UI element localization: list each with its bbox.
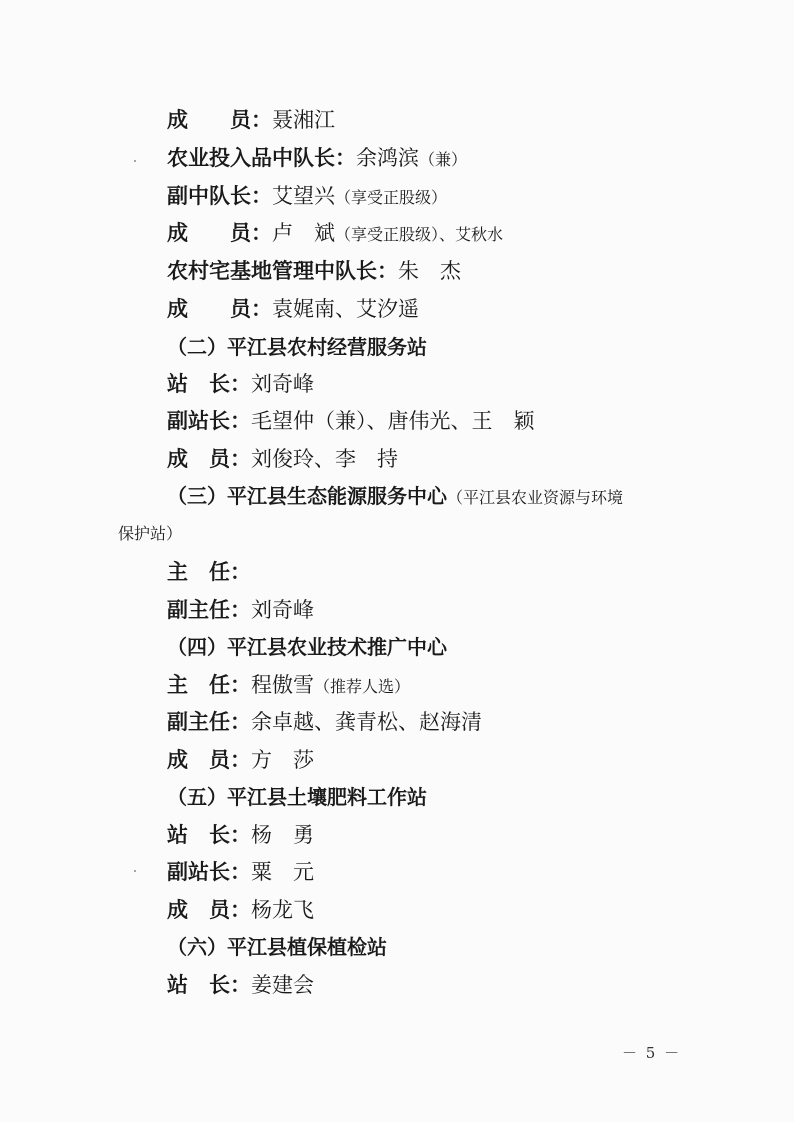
member-names: 刘俊玲、李 持: [251, 447, 398, 471]
roster-line: [167, 105, 335, 135]
roster-line: [167, 143, 467, 175]
member-names: 程傲雪: [251, 673, 314, 697]
roster-line: [167, 557, 251, 587]
role-label: 副站长：: [167, 409, 251, 433]
roster-line: [167, 369, 314, 399]
role-label: 成 员：: [167, 447, 251, 471]
member-names: 姜建会: [251, 973, 314, 997]
roster-line: [167, 294, 419, 324]
role-label: 副站长：: [167, 860, 251, 884]
page-number: － 5 －: [622, 1044, 682, 1062]
role-label: 副主任：: [167, 598, 251, 622]
member-names: 杨 勇: [251, 823, 314, 847]
role-label: 成 员：: [167, 108, 272, 132]
role-label: 成 员：: [167, 898, 251, 922]
role-label: 副中队长：: [167, 184, 272, 208]
roster-line: [167, 595, 314, 625]
member-names: 杨龙飞: [251, 898, 314, 922]
role-label: 主 任：: [167, 560, 251, 584]
member-names: 刘奇峰: [251, 598, 314, 622]
section-heading: （六）平江县植保植检站: [167, 935, 387, 959]
member-note: （享受正股级）: [335, 188, 448, 207]
roster-line: [167, 444, 398, 474]
role-label: 站 长：: [167, 372, 251, 396]
section-heading: （二）平江县农村经营服务站: [167, 335, 427, 359]
member-names: 聂湘江: [272, 108, 335, 132]
member-names: 朱 杰: [398, 259, 461, 283]
roster-line: [167, 707, 482, 737]
role-label: 农村宅基地管理中队长：: [167, 259, 398, 283]
role-label: 农业投入品中队长：: [167, 146, 356, 170]
role-label: 成 员：: [167, 221, 272, 245]
role-label: 主 任：: [167, 673, 251, 697]
member-names: 余鸿滨: [356, 146, 419, 170]
section-heading-continuation: 保护站）: [118, 524, 183, 543]
member-note: （兼）、唐伟光、王 颖: [314, 409, 535, 433]
roster-line: [167, 218, 503, 250]
member-names: 袁娓南、艾汐遥: [272, 297, 419, 321]
role-label: 成 员：: [167, 748, 251, 772]
scan-speck: [134, 160, 136, 162]
member-names: 艾望兴: [272, 184, 335, 208]
section-heading: （四）平江县农业技术推广中心: [167, 635, 447, 659]
roster-line: [167, 857, 314, 887]
roster-line: [167, 820, 314, 850]
roster-line: [167, 406, 535, 436]
roster-line: [167, 670, 410, 702]
roster-line: [167, 745, 314, 775]
roster-line: [167, 256, 461, 286]
roster-line: [167, 181, 447, 213]
member-names: 方 莎: [251, 748, 314, 772]
roster-line: [167, 895, 314, 925]
member-note: （推荐人选）: [314, 677, 411, 696]
member-names: 刘奇峰: [251, 372, 314, 396]
section-heading-title: （三）平江县生态能源服务中心: [167, 484, 447, 508]
role-label: 站 长：: [167, 823, 251, 847]
section-heading-note: （平江县农业资源与环境: [447, 488, 624, 507]
member-names: 毛望仲: [251, 409, 314, 433]
member-names: 卢 斌: [272, 221, 335, 245]
role-label: 成 员：: [167, 297, 272, 321]
scan-speck: [134, 870, 136, 872]
section-heading: [167, 481, 623, 513]
member-names: 余卓越、龚青松、赵海清: [251, 710, 482, 734]
role-label: 站 长：: [167, 973, 251, 997]
member-names: 粟 元: [251, 860, 314, 884]
roster-line: [167, 970, 314, 1000]
role-label: 副主任：: [167, 710, 251, 734]
member-note: （享受正股级）、艾秋水: [335, 225, 504, 244]
section-heading: （五）平江县土壤肥料工作站: [167, 785, 427, 809]
member-note: （兼）: [419, 150, 468, 169]
